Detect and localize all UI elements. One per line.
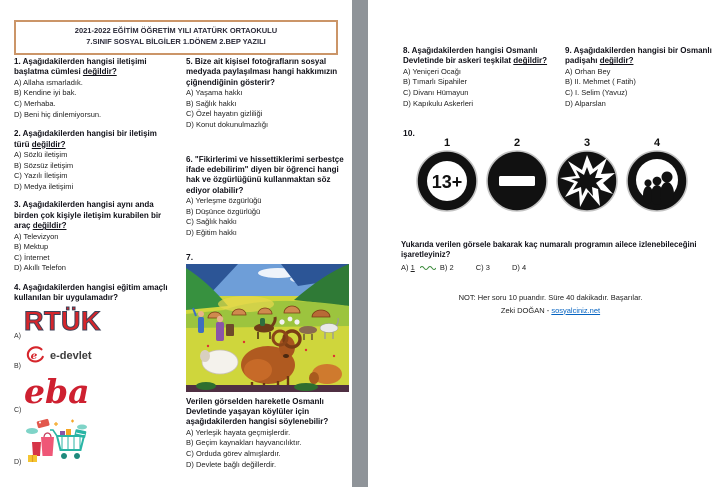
header-line-1: 2021-2022 EĞİTİM ÖĞRETİM YILI ATATÜRK ORTAOKULU <box>74 26 278 35</box>
question-1 <box>14 57 174 120</box>
ottoman-village-painting <box>186 264 349 392</box>
svg-text:e: e <box>30 350 38 363</box>
e-devlet-logo-icon <box>24 345 45 366</box>
question-3-option-c: C) İnternet <box>14 252 50 262</box>
option-c-label: C) <box>14 406 22 414</box>
question-10-option-d: D) 4 <box>511 263 527 272</box>
question-2-option-c: C) Yazılı İletişim <box>14 171 68 181</box>
question-10-option-b: B) 2 <box>439 263 454 272</box>
question-8-option-b: B) Tımarlı Sipahiler <box>403 77 468 87</box>
question-10-option-c: C) 3 <box>475 263 490 272</box>
question-2-option-d: D) Medya iletişimi <box>14 181 74 191</box>
option-b-label: B) <box>14 362 21 370</box>
exam-header <box>14 20 338 55</box>
question-7-number: 7. <box>186 251 194 262</box>
option-d-label: D) <box>14 458 22 466</box>
question-3-option-b: B) Mektup <box>14 242 49 252</box>
question-9-option-a: A) Orhan Bey <box>565 66 611 76</box>
question-10-options <box>401 263 546 272</box>
question-8-option-c: C) Divanı Hümayun <box>403 88 469 97</box>
question-8 <box>403 46 561 109</box>
question-8-text: 8. Aşağıdakilerden hangisi Osmanlı Devletinde bir askeri teşkilat değildir? <box>403 46 548 66</box>
exam-page-right <box>368 0 722 487</box>
question-1-text: 1. Aşağıdakilerden hangisi iletişimi başlatma cümlesi değildir? <box>14 57 147 77</box>
question-2-option-a: A) Sözlü iletişim <box>14 150 68 159</box>
question-5-option-c: C) Özel hayatın gizliliği <box>186 109 263 119</box>
question-4 <box>14 283 174 466</box>
rtuk-logo: RTÜK <box>24 305 101 336</box>
option-a-label: A) <box>14 332 21 340</box>
exam-page-left <box>0 0 352 487</box>
question-1-option-c: C) Merhaba. <box>14 99 56 108</box>
question-8-option-a: A) Yeniçeri Ocağı <box>403 66 461 76</box>
question-2-option-b: B) Sözsüz iletişim <box>14 160 74 170</box>
page-divider <box>352 0 368 487</box>
footer-author: Zeki DOĞAN - <box>500 305 552 315</box>
question-9-option-c: C) I. Selim (Yavuz) <box>565 88 628 97</box>
question-9-option-d: D) Alparslan <box>565 98 606 108</box>
question-8-option-d: D) Kapıkulu Askerleri <box>403 98 474 108</box>
question-3-option-d: D) Akıllı Telefon <box>14 263 66 273</box>
general-audience-bar-icon <box>486 150 548 212</box>
question-2 <box>14 129 174 192</box>
question-10-option-a: A) 1 <box>401 263 415 272</box>
sosyalciniz-link[interactable]: sosyalciniz.net <box>551 305 601 315</box>
question-7-option-d: D) Devlete bağlı değillerdir. <box>186 459 277 469</box>
shopping-illustration <box>24 418 90 462</box>
e-devlet-logo-text: e-devlet <box>50 349 92 362</box>
question-7-option-a: A) Yerleşik hayata geçmişlerdir. <box>186 427 291 437</box>
question-4-option-d <box>14 418 174 466</box>
question-9-option-b: B) II. Mehmet ( Fatih) <box>565 77 636 87</box>
symbol-age-13-plus: 1 13+ <box>416 136 478 217</box>
question-5-option-b: B) Sağlık hakkı <box>186 98 237 108</box>
question-4-option-b <box>14 344 174 370</box>
header-line-2: 7.SINIF SOSYAL BİLGİLER 1.DÖNEM 2.BEP YAZILI <box>86 37 266 46</box>
symbol-family-program: 4 <box>626 136 688 217</box>
footer-note: NOT: Her soru 10 puandır. Süre 40 dakikadır. Başarılar. <box>458 293 643 302</box>
age-13-plus-icon <box>416 150 478 212</box>
question-6-option-c: C) Sağlık hakkı <box>186 217 237 227</box>
question-1-option-a: A) Allaha ısmarladık. <box>14 77 83 87</box>
eba-logo: eba <box>24 371 90 411</box>
question-3-option-a: A) Televizyon <box>14 231 59 241</box>
question-4-option-c <box>14 371 174 414</box>
violence-starburst-icon <box>556 150 618 212</box>
family-program-icon <box>626 150 688 212</box>
left-column-2 <box>186 57 352 470</box>
question-5-option-d: D) Konut dokunulmazlığı <box>186 120 269 129</box>
question-6-option-d: D) Eğitim hakkı <box>186 228 237 237</box>
question-5-option-a: A) Yaşama hakkı <box>186 88 243 98</box>
question-1-option-b: B) Kendine iyi bak. <box>14 88 77 98</box>
squiggle-mark <box>420 264 436 270</box>
symbol-violence-starburst: 3 <box>556 136 618 217</box>
question-6-text: 6. "Fikirlerimi ve hissettiklerimi serbestçe ifade edebilirim" diyen bir öğrenci hangi hak ve özgürlüğünü kullanmaktan söz ediyor olabilir? <box>186 154 344 195</box>
svg-text:13+: 13+ <box>431 172 463 192</box>
question-4-option-a <box>14 306 174 340</box>
question-10-number: 10. <box>403 128 415 138</box>
question-5 <box>186 57 352 131</box>
question-7-text: Verilen görselden hareketle Osmanlı Devletinde yaşayan köylüler için aşağıdakilerden hangisi söylenebilir? <box>186 396 329 427</box>
question-6 <box>186 155 352 239</box>
question-9 <box>565 46 717 109</box>
question-7-option-b: B) Geçim kaynakları hayvancılıktır. <box>186 438 302 448</box>
question-3 <box>14 200 174 274</box>
left-column <box>14 57 174 475</box>
tv-rating-symbols <box>416 136 688 217</box>
question-7 <box>186 252 352 471</box>
symbol-general-audience-bar: 2 <box>486 136 548 217</box>
question-3-text: 3. Aşağıdakilerden hangisi aynı anda birden çok kişiyle iletişim kurabilen bir araç değildir? <box>14 200 162 231</box>
question-1-option-d: D) Beni hiç dinlemiyorsun. <box>14 109 102 119</box>
question-10-text: Yukarıda verilen görsele bakarak kaç numaralı programın ailece izlenebileceğini işaretleyiniz? <box>401 240 697 260</box>
question-5-text: 5. Bize ait kişisel fotoğrafların sosyal medyada paylaşılması hangi hakkımızın çiğnendiğinin gösterir? <box>186 57 338 87</box>
question-6-option-b: B) Düşünce özgürlüğü <box>186 206 261 216</box>
question-6-option-a: A) Yerleşme özgürlüğü <box>186 196 262 206</box>
question-4-text: 4. Aşağıdakilerden hangisi eğitim amaçlı kullanılan bir uygulamadır? <box>14 282 168 303</box>
exam-footer <box>408 292 693 317</box>
question-2-text: 2. Aşağıdakilerden hangisi bir iletişim türü değildir? <box>14 129 157 149</box>
question-9-text: 9. Aşağıdakilerden hangisi bir Osmanlı padişahı değildir? <box>565 46 712 66</box>
question-7-option-c: C) Orduda görev almışlardır. <box>186 449 281 458</box>
